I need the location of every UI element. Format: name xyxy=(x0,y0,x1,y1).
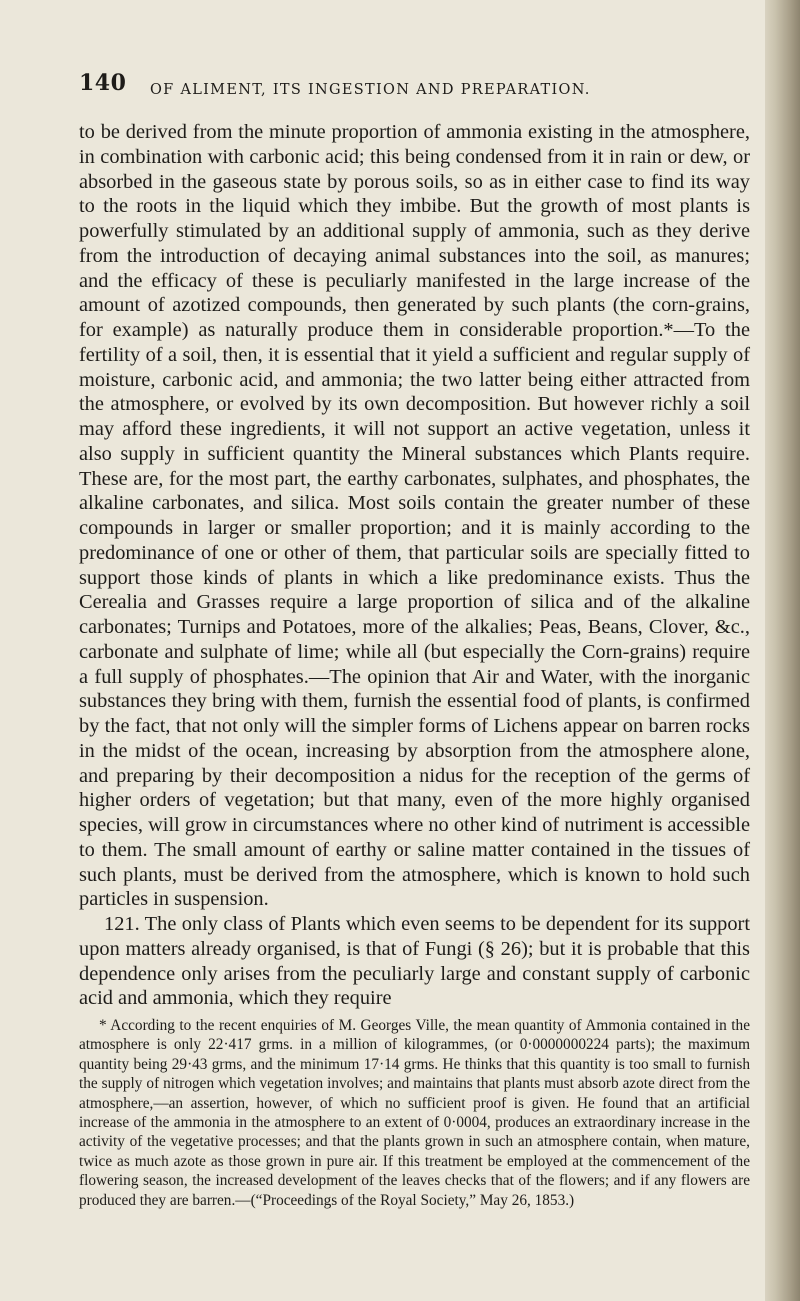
footnote-text: * According to the recent enquiries of M. Georges Ville, the mean quantity of Ammonia contained in the atmosphere is only 22·417 grms. in a million of kilogrammes, (or 0·0000000224 parts); the maximum quantity being 29·43 grms, and the minimum 17·14 grms. He thinks that this quantity is too small to furnish the supply of nitrogen which vegetation involves; and maintains that plants must absorb azote direct from the atmosphere,—an assertion, however, of which no sufficient proof is given. He found that an artificial increase of the ammonia in the atmosphere to an extent of 0·0004, produces an extraordinary increase in the activity of the vegetative processes; and that the plants grown in such an atmosphere contain, when mature, twice as much azote as those grown in pure air. If this treatment be employed at the commencement of the flowering season, the increased development of the leaves checks that of the flowers; and if any flowers are produced they are barren.—(“Proceedings of the Royal Society,” May 26, 1853.) xyxy=(79,1017,750,1209)
page-header xyxy=(75,70,755,110)
book-binding-edge xyxy=(765,0,800,1301)
paragraph-continued: to be derived from the minute proportion of ammonia existing in the atmosphere, in combination with carbonic acid; this being condensed from it in rain or dew, or absorbed in the gaseous state by porous soils, so as in either case to find its way to the roots in the liquid which they imbibe. But the growth of most plants is powerfully stimulated by an additional supply of ammonia, such as they derive from the introduction of decaying animal substances into the soil, as manures; and the efficacy of these is peculiarly manifested in the large increase of the amount of azotized compounds, then generated by such plants (the corn-grains, for example) as naturally produce them in considerable proportion.*—To the fertility of a soil, then, it is essential that it yield a sufficient and regular supply of moisture, carbonic acid, and ammonia; the two latter being either attracted from the atmosphere, or evolved by its own decomposition. But however richly a soil may afford these ingredients, it will not support an active vegetation, unless it also supply in sufficient quantity the Mineral substances which Plants require. These are, for the most part, the earthy carbonates, sulphates, and phosphates, the alkaline carbonates, and silica. Most soils contain the greater number of these compounds in larger or smaller proportion; and it is mainly according to the predominance of one or other of them, that particular soils are specially fitted to support those kinds of plants in which a like predominance exists. Thus the Cerealia and Grasses require a large proportion of silica and of the alkaline carbonates; Turnips and Potatoes, more of the alkalies; Peas, Beans, Clover, &c., carbonate and sulphate of lime; while all (but especially the Corn-grains) require a full supply of phosphates.—The opinion that Air and Water, with the inorganic substances they bring with them, furnish the essential food of plants, is confirmed by the fact, that not only will the simpler forms of Lichens appear on barren rocks in the midst of the ocean, increasing by absorption from the atmosphere alone, and preparing by their decomposition a nidus for the reception of the germs of higher orders of vegetation; but that many, even of the more highly organised species, will grow in circumstances where no other kind of nutriment is accessible to them. The small amount of earthy or saline matter contained in the tissues of such plants, must be derived from the atmosphere, which is known to hold such particles in suspension. xyxy=(79,121,750,911)
footnote xyxy=(79,1016,750,1210)
running-title: OF ALIMENT, ITS INGESTION AND PREPARATION. xyxy=(150,82,591,98)
page-number: 140 xyxy=(79,70,127,96)
paragraph-121: 121. The only class of Plants which even seems to be dependent for its support upon matters already organised, is that of Fungi (§ 26); but it is probable that this dependence only arises from the peculiarly large and constant supply of carbonic acid and ammonia, which they require xyxy=(79,913,750,1010)
body-text xyxy=(79,120,750,1011)
